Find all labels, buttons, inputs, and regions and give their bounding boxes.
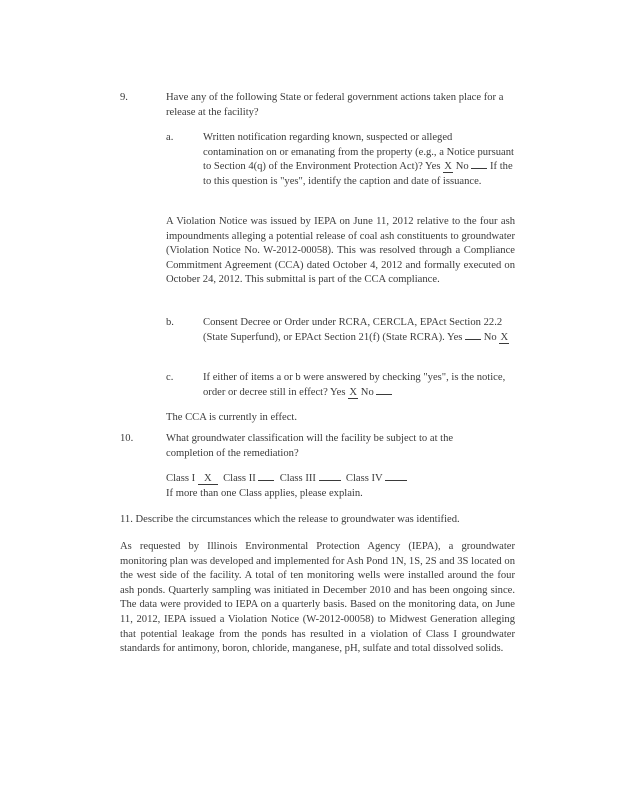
q11-heading: 11. Describe the circumstances which the release to groundwater was identified. <box>120 514 460 525</box>
q11-paragraph: As requested by Illinois Environmental Protection Agency (IEPA), a groundwater monitoring plan was developed and implemented for Ash Pond 1N, 1S, 2S and 3S located on the west side of the facility. A total of ten monitoring wells were installed around the four ash ponds. Quarterly sampling was initiated in December 2010 and has been ongoing since. The data were provided to IEPA on a quarterly basis. Based on the monitoring data, on June 11, 2012, IEPA issued a Violation Notice (W-2012-00058) to Midwest Generation alleging that potential leakage from the ponds has resulted in a violation of Class I groundwater standards for antimony, boron, chloride, manganese, pH, sulfate and total dissolved solids. <box>120 541 515 655</box>
cca-status: The CCA is currently in effect. <box>166 412 298 423</box>
q9b-item <box>203 316 515 345</box>
q9c-text: If either of items a or b were answered by checking "yes", is the notice, order or decree still in effect? Yes <box>203 372 506 398</box>
q9a-yes-answer: X <box>444 161 452 173</box>
q9a-no-blank <box>471 168 487 169</box>
q9-number: 9. <box>120 92 128 103</box>
class-ii-blank <box>258 480 274 481</box>
q9c-no-blank <box>376 394 392 395</box>
class-iv-blank <box>385 480 407 481</box>
class-note: If more than one Class applies, please explain. <box>166 488 363 499</box>
q9a-tail: If the to this question is "yes", identify the caption and date of issuance. <box>203 161 513 187</box>
q10-number: 10. <box>120 433 134 444</box>
class-i-answer: X <box>198 473 218 485</box>
q9a-item <box>203 131 515 189</box>
q9c-yes-answer: X <box>349 386 357 398</box>
q10-question: What groundwater classification will the facility be subject to at the completion of the remediation? <box>166 433 454 459</box>
q9b-no-label: No <box>483 331 497 343</box>
q9b-letter: b. <box>166 317 174 328</box>
class-iii-blank <box>319 480 341 481</box>
q9a-text: Written notification regarding known, suspected or alleged contamination on or emanating from the property (e.g., a Notice pursuant to Section 4(q) of the Environment Protection Act)? Yes <box>203 132 514 173</box>
q9a-no-label: No <box>455 161 469 173</box>
class-options <box>166 472 506 487</box>
q9b-yes-blank <box>465 339 481 340</box>
q9b-no-answer: X <box>500 331 509 343</box>
q9-question: Have any of the following State or federal government actions taken place for a release at the facility? <box>166 92 504 118</box>
q9c-item <box>203 371 515 400</box>
class-iv-label: Class IV <box>345 473 383 484</box>
class-iii-label: Class III <box>279 473 316 484</box>
violation-notice-paragraph: A Violation Notice was issued by IEPA on June 11, 2012 relative to the four ash impoundments alleging a potential release of coal ash constituents to groundwater (Violation Notice No. W-2012-00058). This was resolved through a Compliance Commitment Agreement (CCA) dated October 4, 2012 and formally executed on October 24, 2012. This submittal is part of the CCA compliance. <box>166 216 515 286</box>
q9c-letter: c. <box>166 372 174 383</box>
q9c-no-label: No <box>360 386 374 398</box>
q9b-text: Consent Decree or Order under RCRA, CERCLA, EPAct Section 22.2 (State Superfund), or EPAct Section 21(f) (State RCRA). Yes <box>203 317 503 343</box>
class-ii-label: Class II <box>223 473 256 484</box>
class-i-label: Class I <box>166 473 196 484</box>
q9a-letter: a. <box>166 132 174 143</box>
